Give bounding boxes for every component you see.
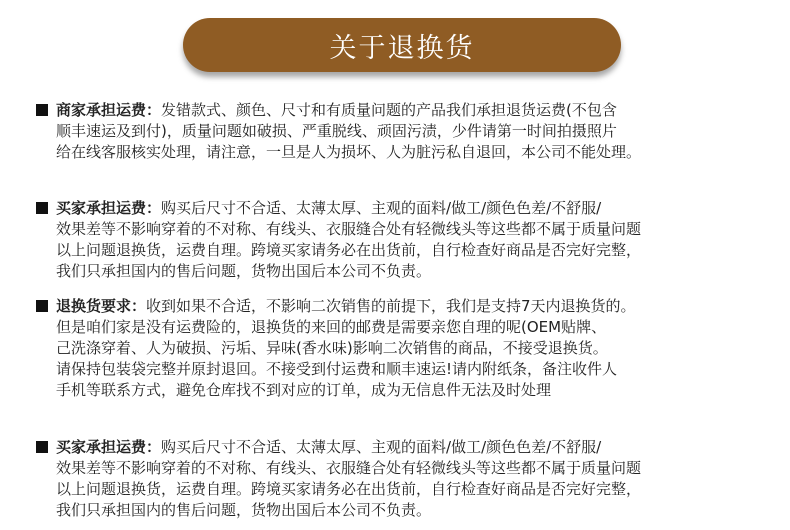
section-line: 效果差等不影响穿着的不对称、有线头、衣服缝合处有轻微线头等这些都不属于质量问题 <box>56 459 642 477</box>
section-line: 但是咱们家是没有运费险的，退换货的来回的邮费是需要亲您自理的呢(OEM贴牌、 <box>56 318 607 336</box>
square-bullet-icon <box>36 104 48 116</box>
section-seller-pays-shipping <box>56 100 786 163</box>
section-line <box>56 296 786 317</box>
section-text: 收到如果不合适，不影响二次销售的前提下，我们是支持7天内退换货的。 <box>146 297 636 315</box>
section-line: 请保持包装袋完整并原封退回。不接受到付运费和顺丰速运!请内附纸条，备注收件人 <box>56 360 618 378</box>
section-line: 以上问题退换货，运费自理。跨境买家请务必在出货前，自行检查好商品是否完好完整， <box>56 480 642 498</box>
square-bullet-icon <box>36 441 48 453</box>
section-line <box>56 100 786 121</box>
section-text: 购买后尺寸不合适、太薄太厚、主观的面料/做工/颜色色差/不舒服/ <box>161 199 602 217</box>
section-line: 效果差等不影响穿着的不对称、有线头、衣服缝合处有轻微线头等这些都不属于质量问题 <box>56 220 642 238</box>
square-bullet-icon <box>36 300 48 312</box>
page-title: 关于退换货 <box>329 32 475 64</box>
section-line: 我们只承担国内的售后问题，货物出国后本公司不负责。 <box>56 262 432 280</box>
section-return-requirements <box>56 296 786 401</box>
section-text: 发错款式、颜色、尺寸和有质量问题的产品我们承担退货运费(不包含 <box>161 101 617 119</box>
section-line: 以上问题退换货，运费自理。跨境买家请务必在出货前，自行检查好商品是否完好完整， <box>56 241 642 259</box>
section-line: 给在线客服核实处理，请注意，一旦是人为损坏、人为脏污私自退回，本公司不能处理。 <box>56 143 642 161</box>
title-banner <box>183 18 621 72</box>
section-line: 手机等联系方式，避免仓库找不到对应的订单，成为无信息件无法及时处理 <box>56 381 552 399</box>
section-label: 买家承担运费： <box>56 438 162 456</box>
section-label: 商家承担运费： <box>56 101 162 119</box>
section-line: 己洗涤穿着、人为破损、污垢、异味(香水味)影响二次销售的商品，不接受退换货。 <box>56 339 608 357</box>
section-line <box>56 437 786 458</box>
section-line: 顺丰速运及到付)，质量问题如破损、严重脱线、顽固污渍，少件请第一时间拍摄照片 <box>56 122 617 140</box>
section-label: 退换货要求： <box>56 297 147 315</box>
section-buyer-pays-shipping <box>56 198 786 282</box>
section-line <box>56 198 786 219</box>
section-label: 买家承担运费： <box>56 199 162 217</box>
square-bullet-icon <box>36 202 48 214</box>
section-text: 购买后尺寸不合适、太薄太厚、主观的面料/做工/颜色色差/不舒服/ <box>161 438 602 456</box>
section-buyer-pays-shipping-repeat <box>56 437 786 521</box>
section-line: 我们只承担国内的售后问题，货物出国后本公司不负责。 <box>56 501 432 519</box>
